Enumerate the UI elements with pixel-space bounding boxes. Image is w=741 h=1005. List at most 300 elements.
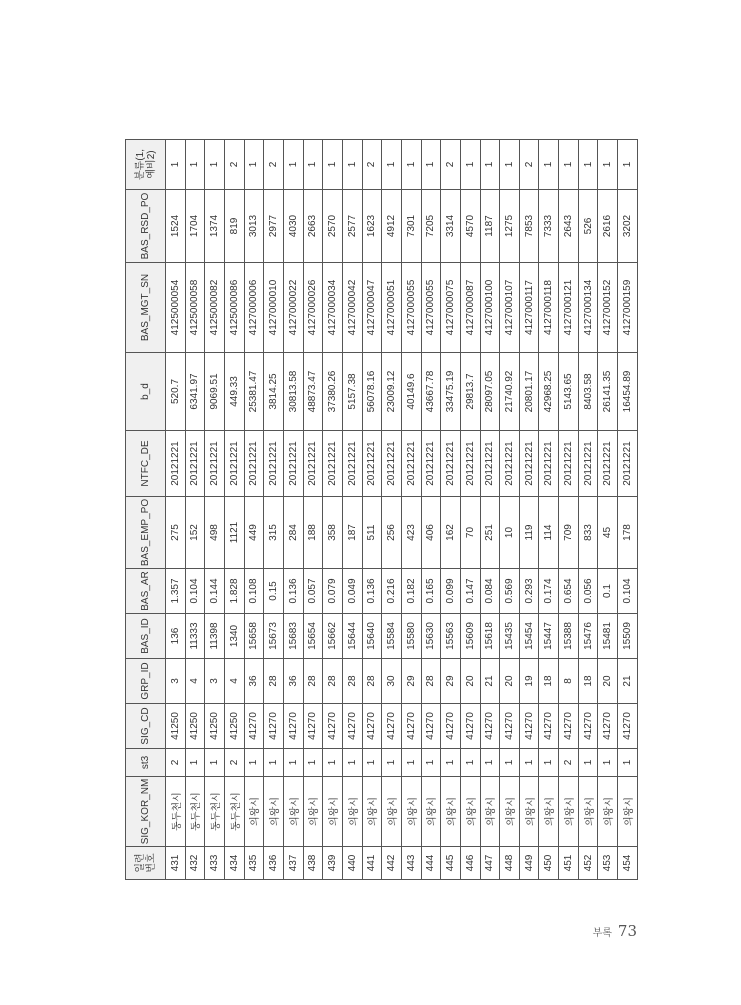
table-cell: 의왕시 [323, 777, 343, 847]
table-cell: 2 [362, 140, 382, 190]
table-cell: 의왕시 [303, 777, 323, 847]
table-cell: 1 [539, 749, 559, 777]
table-cell: 의왕시 [264, 777, 284, 847]
table-cell: 0.104 [185, 569, 205, 614]
table-cell: 0.057 [303, 569, 323, 614]
table-cell: 20121221 [283, 431, 303, 497]
table-cell: 511 [362, 497, 382, 569]
table-cell: 1 [480, 749, 500, 777]
table-cell: 15654 [303, 614, 323, 659]
table-cell: 4912 [382, 190, 402, 263]
table-cell: 0.099 [441, 569, 461, 614]
table-cell: 2 [559, 749, 579, 777]
table-cell: 0.144 [205, 569, 225, 614]
table-cell: 1340 [224, 614, 244, 659]
table-cell: 446 [460, 847, 480, 880]
table-cell: 15630 [421, 614, 441, 659]
table-cell: 0.216 [382, 569, 402, 614]
table-cell: 119 [519, 497, 539, 569]
table-cell: 28 [421, 659, 441, 704]
table-cell: 439 [323, 847, 343, 880]
table-cell: 20121221 [598, 431, 618, 497]
table-cell: 315 [264, 497, 284, 569]
table-row [421, 140, 441, 880]
table-cell: 1 [519, 749, 539, 777]
table-cell: 0.569 [500, 569, 520, 614]
table-cell: 1 [421, 140, 441, 190]
table-cell: 1623 [362, 190, 382, 263]
table-row [460, 140, 480, 880]
table-cell: 2 [264, 140, 284, 190]
table-cell: 436 [264, 847, 284, 880]
table-cell: 1 [460, 140, 480, 190]
table-cell: 1 [401, 749, 421, 777]
table-cell: 2 [519, 140, 539, 190]
table-cell: 520.7 [166, 353, 186, 431]
table-cell: 20121221 [539, 431, 559, 497]
table-cell: 의왕시 [500, 777, 520, 847]
table-cell: 33475.19 [441, 353, 461, 431]
table-cell: 20 [598, 659, 618, 704]
table-cell: 11333 [185, 614, 205, 659]
table-cell: 448 [500, 847, 520, 880]
table-cell: 41270 [303, 704, 323, 749]
table-cell: 26141.35 [598, 353, 618, 431]
table-cell: 1 [185, 749, 205, 777]
table-cell: 3314 [441, 190, 461, 263]
table-cell: 1 [205, 140, 225, 190]
table-cell: 15580 [401, 614, 421, 659]
table-cell: 0.654 [559, 569, 579, 614]
table-row [244, 140, 264, 880]
table-cell: 36 [283, 659, 303, 704]
table-cell: 29813.7 [460, 353, 480, 431]
table-cell: 41270 [382, 704, 402, 749]
table-header-row [126, 140, 166, 880]
table-cell: 1 [342, 749, 362, 777]
table-cell: 15644 [342, 614, 362, 659]
table-row [303, 140, 323, 880]
table-cell: 20121221 [303, 431, 323, 497]
table-cell: 1275 [500, 190, 520, 263]
table-cell: 114 [539, 497, 559, 569]
table-cell: 3202 [618, 190, 638, 263]
table-cell: 433 [205, 847, 225, 880]
table-cell: 6341.97 [185, 353, 205, 431]
table-cell: 의왕시 [401, 777, 421, 847]
table-cell: 4127000051 [382, 263, 402, 353]
table-cell: 833 [578, 497, 598, 569]
table-cell: 8 [559, 659, 579, 704]
table-cell: 20121221 [166, 431, 186, 497]
table-cell: 15476 [578, 614, 598, 659]
table-cell: 431 [166, 847, 186, 880]
table-cell: 36 [244, 659, 264, 704]
table-row [598, 140, 618, 880]
table-cell: 440 [342, 847, 362, 880]
table-cell: 5157.38 [342, 353, 362, 431]
table-cell: 동두천시 [166, 777, 186, 847]
table-cell: 70 [460, 497, 480, 569]
table-cell: 1 [500, 140, 520, 190]
table-cell: 의왕시 [460, 777, 480, 847]
table-cell: 0.104 [618, 569, 638, 614]
table-cell: 20121221 [578, 431, 598, 497]
table-cell: 187 [342, 497, 362, 569]
table-cell: 454 [618, 847, 638, 880]
table-cell: 3 [166, 659, 186, 704]
table-cell: 1 [618, 749, 638, 777]
table-cell: 4127000159 [618, 263, 638, 353]
table-cell: 4125000082 [205, 263, 225, 353]
table-cell: 0.049 [342, 569, 362, 614]
table-cell: 358 [323, 497, 343, 569]
table-cell: 의왕시 [598, 777, 618, 847]
table-cell: 1 [598, 140, 618, 190]
table-cell: 20121221 [618, 431, 638, 497]
table-cell: 1 [362, 749, 382, 777]
table-cell: 1 [303, 749, 323, 777]
table-cell: 1.828 [224, 569, 244, 614]
table-cell: 41250 [166, 704, 186, 749]
table-cell: 15609 [460, 614, 480, 659]
table-cell: 1 [539, 140, 559, 190]
table-cell: 20121221 [519, 431, 539, 497]
table-cell: 의왕시 [362, 777, 382, 847]
table-cell: 동두천시 [205, 777, 225, 847]
table-cell: 0.084 [480, 569, 500, 614]
table-cell: 7301 [401, 190, 421, 263]
table-cell: 442 [382, 847, 402, 880]
table-cell: 동두천시 [224, 777, 244, 847]
table-cell: 15481 [598, 614, 618, 659]
table-cell: 1 [578, 140, 598, 190]
table-cell: 41270 [441, 704, 461, 749]
table-cell: 4125000054 [166, 263, 186, 353]
table-cell: 709 [559, 497, 579, 569]
table-cell: 20121221 [185, 431, 205, 497]
table-cell: 의왕시 [559, 777, 579, 847]
column-header: NTFC_DE [126, 431, 166, 497]
table-cell: 1 [323, 749, 343, 777]
table-cell: 37380.26 [323, 353, 343, 431]
table-cell: 1 [303, 140, 323, 190]
table-cell: 의왕시 [382, 777, 402, 847]
table-cell: 4125000086 [224, 263, 244, 353]
table-cell: 178 [618, 497, 638, 569]
table-cell: 15563 [441, 614, 461, 659]
table-row [618, 140, 638, 880]
table-cell: 9069.51 [205, 353, 225, 431]
table-cell: 20121221 [382, 431, 402, 497]
table-cell: 1 [264, 749, 284, 777]
table-cell: 1 [578, 749, 598, 777]
table-cell: 444 [421, 847, 441, 880]
table-cell: 41270 [421, 704, 441, 749]
table-cell: 4127000055 [401, 263, 421, 353]
table-cell: 443 [401, 847, 421, 880]
table-cell: 10 [500, 497, 520, 569]
table-cell: 406 [421, 497, 441, 569]
table-cell: 29 [441, 659, 461, 704]
table-cell: 435 [244, 847, 264, 880]
table-cell: 15388 [559, 614, 579, 659]
table-row [205, 140, 225, 880]
table-cell: 432 [185, 847, 205, 880]
table-cell: 3013 [244, 190, 264, 263]
table-cell: 423 [401, 497, 421, 569]
table-cell: 4030 [283, 190, 303, 263]
table-cell: 18 [578, 659, 598, 704]
table-cell: 15673 [264, 614, 284, 659]
table-cell: 28 [323, 659, 343, 704]
table-cell: 4127000107 [500, 263, 520, 353]
table-cell: 4127000100 [480, 263, 500, 353]
table-cell: 41250 [185, 704, 205, 749]
table-cell: 43667.78 [421, 353, 441, 431]
table-cell: 11398 [205, 614, 225, 659]
table-cell: 2 [441, 140, 461, 190]
table-cell: 15454 [519, 614, 539, 659]
column-header: BAS_ID [126, 614, 166, 659]
table-cell: 2663 [303, 190, 323, 263]
column-header: GRP_ID [126, 659, 166, 704]
table-cell: 28 [264, 659, 284, 704]
table-cell: 41270 [264, 704, 284, 749]
table-cell: 41270 [244, 704, 264, 749]
table-cell: 20121221 [480, 431, 500, 497]
table-cell: 1 [480, 140, 500, 190]
table-cell: 41270 [460, 704, 480, 749]
table-cell: 434 [224, 847, 244, 880]
table-cell: 2 [224, 749, 244, 777]
column-header: BAS_MGT_SN [126, 263, 166, 353]
table-cell: 4127000075 [441, 263, 461, 353]
table-cell: 1 [185, 140, 205, 190]
table-cell: 4127000121 [559, 263, 579, 353]
table-cell: 동두천시 [185, 777, 205, 847]
table-cell: 41270 [362, 704, 382, 749]
table-cell: 0.174 [539, 569, 559, 614]
table-cell: 3 [205, 659, 225, 704]
table-cell: 28 [342, 659, 362, 704]
table-row [362, 140, 382, 880]
table-cell: 4127000010 [264, 263, 284, 353]
table-cell: 1187 [480, 190, 500, 263]
table-cell: 4127000118 [539, 263, 559, 353]
table-row [539, 140, 559, 880]
table-cell: 40149.6 [401, 353, 421, 431]
table-cell: 0.079 [323, 569, 343, 614]
table-cell: 의왕시 [342, 777, 362, 847]
table-cell: 526 [578, 190, 598, 263]
data-table [125, 139, 638, 880]
footer-label: 부록 [592, 928, 612, 939]
table-cell: 453 [598, 847, 618, 880]
table-cell: 438 [303, 847, 323, 880]
column-header: SIG_KOR_NM [126, 777, 166, 847]
table-cell: 18 [539, 659, 559, 704]
table-cell: 1 [382, 140, 402, 190]
table-cell: 15662 [323, 614, 343, 659]
table-cell: 의왕시 [283, 777, 303, 847]
table-cell: 2577 [342, 190, 362, 263]
table-row [342, 140, 362, 880]
table-cell: 4127000087 [460, 263, 480, 353]
table-cell: 188 [303, 497, 323, 569]
column-header: 일련 번호 [126, 847, 166, 880]
table-cell: 41270 [323, 704, 343, 749]
table-cell: 의왕시 [539, 777, 559, 847]
table-cell: 48873.47 [303, 353, 323, 431]
table-row [401, 140, 421, 880]
table-cell: 819 [224, 190, 244, 263]
table-cell: 1.357 [166, 569, 186, 614]
table-cell: 15435 [500, 614, 520, 659]
column-header: st3 [126, 749, 166, 777]
table-cell: 15447 [539, 614, 559, 659]
table-cell: 21 [618, 659, 638, 704]
table-row [578, 140, 598, 880]
table-cell: 441 [362, 847, 382, 880]
table-cell: 2977 [264, 190, 284, 263]
table-cell: 0.136 [362, 569, 382, 614]
table-cell: 447 [480, 847, 500, 880]
table-cell: 0.182 [401, 569, 421, 614]
table-row [559, 140, 579, 880]
table-cell: 2570 [323, 190, 343, 263]
table-row [441, 140, 461, 880]
table-cell: 1 [598, 749, 618, 777]
table-row [166, 140, 186, 880]
table-cell: 136 [166, 614, 186, 659]
table-cell: 0.293 [519, 569, 539, 614]
table-cell: 41270 [500, 704, 520, 749]
table-cell: 42968.25 [539, 353, 559, 431]
table-cell: 4570 [460, 190, 480, 263]
table-cell: 284 [283, 497, 303, 569]
table-cell: 256 [382, 497, 402, 569]
table-cell: 41270 [539, 704, 559, 749]
table-row [382, 140, 402, 880]
table-cell: 1 [382, 749, 402, 777]
table-cell: 1374 [205, 190, 225, 263]
table-cell: 20121221 [342, 431, 362, 497]
table-cell: 4 [185, 659, 205, 704]
table-cell: 0.136 [283, 569, 303, 614]
table-cell: 3814.25 [264, 353, 284, 431]
table-cell: 29 [401, 659, 421, 704]
table-cell: 의왕시 [519, 777, 539, 847]
table-cell: 0.056 [578, 569, 598, 614]
rotated-table-wrapper [125, 140, 638, 880]
table-row [185, 140, 205, 880]
table-cell: 0.147 [460, 569, 480, 614]
table-cell: 4 [224, 659, 244, 704]
table-row [323, 140, 343, 880]
table-cell: 21740.92 [500, 353, 520, 431]
table-cell: 162 [441, 497, 461, 569]
table-cell: 2616 [598, 190, 618, 263]
table-cell: 20121221 [559, 431, 579, 497]
table-cell: 28097.05 [480, 353, 500, 431]
table-row [519, 140, 539, 880]
table-cell: 2643 [559, 190, 579, 263]
table-cell: 437 [283, 847, 303, 880]
table-row [224, 140, 244, 880]
table-cell: 4127000055 [421, 263, 441, 353]
column-header: 분류(1, 예비2) [126, 140, 166, 190]
table-cell: 449 [519, 847, 539, 880]
table-cell: 19 [519, 659, 539, 704]
table-cell: 4125000058 [185, 263, 205, 353]
table-cell: 4127000152 [598, 263, 618, 353]
table-cell: 의왕시 [578, 777, 598, 847]
table-cell: 0.165 [421, 569, 441, 614]
table-cell: 의왕시 [480, 777, 500, 847]
table-cell: 41250 [224, 704, 244, 749]
table-cell: 8403.58 [578, 353, 598, 431]
table-cell: 20121221 [500, 431, 520, 497]
table-cell: 41270 [480, 704, 500, 749]
table-cell: 41270 [598, 704, 618, 749]
table-cell: 56078.16 [362, 353, 382, 431]
table-cell: 41270 [342, 704, 362, 749]
table-cell: 4127000022 [283, 263, 303, 353]
table-cell: 4127000006 [244, 263, 264, 353]
table-cell: 21 [480, 659, 500, 704]
table-cell: 15584 [382, 614, 402, 659]
table-cell: 1 [460, 749, 480, 777]
table-cell: 449.33 [224, 353, 244, 431]
table-cell: 7205 [421, 190, 441, 263]
table-row [264, 140, 284, 880]
table-cell: 452 [578, 847, 598, 880]
table-cell: 5143.65 [559, 353, 579, 431]
table-cell: 1 [421, 749, 441, 777]
table-cell: 1 [283, 749, 303, 777]
table-cell: 275 [166, 497, 186, 569]
table-cell: 15640 [362, 614, 382, 659]
table-cell: 15509 [618, 614, 638, 659]
column-header: BAS_RSD_PO [126, 190, 166, 263]
table-cell: 의왕시 [244, 777, 264, 847]
table-cell: 20121221 [264, 431, 284, 497]
page-footer [593, 922, 637, 940]
table-cell: 의왕시 [441, 777, 461, 847]
table-cell: 1 [166, 140, 186, 190]
table-cell: 41250 [205, 704, 225, 749]
table-cell: 2 [224, 140, 244, 190]
table-cell: 의왕시 [618, 777, 638, 847]
table-cell: 16454.89 [618, 353, 638, 431]
table-cell: 0.108 [244, 569, 264, 614]
column-header: b_d [126, 353, 166, 431]
table-cell: 41270 [283, 704, 303, 749]
table-cell: 41270 [401, 704, 421, 749]
table-cell: 450 [539, 847, 559, 880]
table-cell: 15683 [283, 614, 303, 659]
table-cell: 1 [244, 140, 264, 190]
table-cell: 23009.12 [382, 353, 402, 431]
table-cell: 20121221 [421, 431, 441, 497]
table-cell: 1121 [224, 497, 244, 569]
table-cell: 449 [244, 497, 264, 569]
table-cell: 1 [283, 140, 303, 190]
table-cell: 1 [559, 140, 579, 190]
table-cell: 498 [205, 497, 225, 569]
table-body [166, 140, 638, 880]
